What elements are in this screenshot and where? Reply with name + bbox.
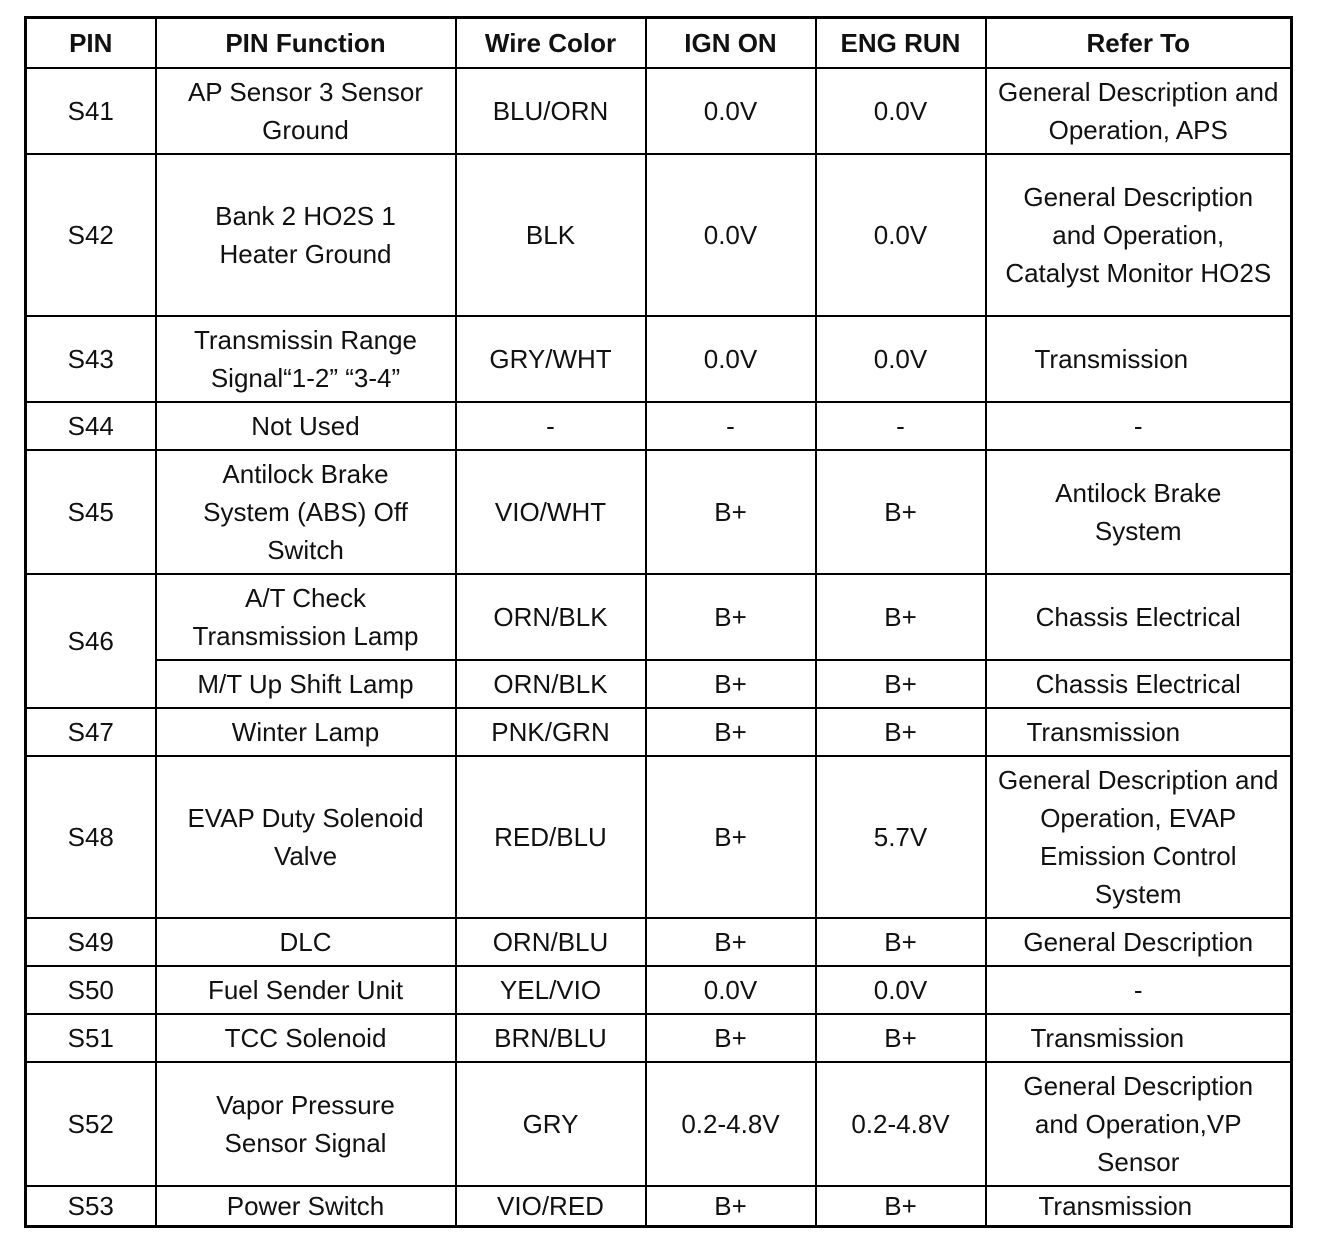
cell-wire: GRY — [456, 1062, 646, 1186]
cell-refer: Antilock Brake System — [986, 450, 1292, 574]
cell-refer: General Description and Operation, EVAP Emission Control System — [986, 756, 1292, 918]
cell-pin: S46 — [26, 574, 156, 708]
table-row — [26, 708, 1292, 756]
cell-function: Winter Lamp — [156, 708, 456, 756]
cell-pin: S48 — [26, 756, 156, 918]
cell-eng: - — [816, 402, 986, 450]
cell-wire: RED/BLU — [456, 756, 646, 918]
header-pin: PIN — [26, 18, 156, 69]
cell-wire: VIO/RED — [456, 1186, 646, 1227]
cell-eng: B+ — [816, 450, 986, 574]
cell-ign: 0.2-4.8V — [646, 1062, 816, 1186]
cell-function: Power Switch — [156, 1186, 456, 1227]
cell-function: Bank 2 HO2S 1 Heater Ground — [156, 154, 456, 316]
cell-wire: BLU/ORN — [456, 68, 646, 154]
cell-pin: S42 — [26, 154, 156, 316]
table-row — [26, 756, 1292, 918]
cell-function: Vapor Pressure Sensor Signal — [156, 1062, 456, 1186]
cell-eng: 0.0V — [816, 154, 986, 316]
cell-eng: 0.0V — [816, 68, 986, 154]
cell-function: Not Used — [156, 402, 456, 450]
cell-ign: 0.0V — [646, 966, 816, 1014]
cell-eng: B+ — [816, 918, 986, 966]
table-row — [26, 574, 1292, 660]
table-row — [26, 450, 1292, 574]
table-row — [26, 918, 1292, 966]
cell-ign: B+ — [646, 574, 816, 660]
cell-refer: General Description and Operation, APS — [986, 68, 1292, 154]
cell-function: Transmissin Range Signal“1-2” “3-4” — [156, 316, 456, 402]
cell-eng: 0.0V — [816, 316, 986, 402]
cell-eng: B+ — [816, 574, 986, 660]
header-eng-run: ENG RUN — [816, 18, 986, 69]
cell-function: TCC Solenoid — [156, 1014, 456, 1062]
table-row — [26, 1186, 1292, 1227]
header-pin-function: PIN Function — [156, 18, 456, 69]
cell-wire: ORN/BLU — [456, 918, 646, 966]
cell-eng: B+ — [816, 1014, 986, 1062]
cell-pin: S45 — [26, 450, 156, 574]
cell-pin: S52 — [26, 1062, 156, 1186]
cell-pin: S51 — [26, 1014, 156, 1062]
cell-ign: 0.0V — [646, 68, 816, 154]
cell-wire: BRN/BLU — [456, 1014, 646, 1062]
cell-wire: PNK/GRN — [456, 708, 646, 756]
cell-function: A/T Check Transmission Lamp — [156, 574, 456, 660]
cell-ign: 0.0V — [646, 154, 816, 316]
cell-ign: B+ — [646, 756, 816, 918]
cell-wire: YEL/VIO — [456, 966, 646, 1014]
cell-wire: - — [456, 402, 646, 450]
cell-refer: Transmission — [986, 1014, 1292, 1062]
table-row — [26, 966, 1292, 1014]
cell-eng: B+ — [816, 660, 986, 708]
cell-eng: B+ — [816, 708, 986, 756]
cell-pin: S44 — [26, 402, 156, 450]
cell-wire: BLK — [456, 154, 646, 316]
table-row — [26, 402, 1292, 450]
cell-ign: B+ — [646, 918, 816, 966]
cell-pin: S41 — [26, 68, 156, 154]
cell-refer: Transmission — [986, 708, 1292, 756]
cell-function: Antilock Brake System (ABS) Off Switch — [156, 450, 456, 574]
cell-ign: B+ — [646, 1014, 816, 1062]
cell-ign: - — [646, 402, 816, 450]
cell-eng: B+ — [816, 1186, 986, 1227]
header-wire-color: Wire Color — [456, 18, 646, 69]
table-row — [26, 316, 1292, 402]
cell-wire: ORN/BLK — [456, 660, 646, 708]
cell-refer: - — [986, 966, 1292, 1014]
table-row — [26, 1062, 1292, 1186]
cell-refer: Transmission — [986, 316, 1292, 402]
cell-pin: S50 — [26, 966, 156, 1014]
cell-wire: VIO/WHT — [456, 450, 646, 574]
cell-ign: B+ — [646, 1186, 816, 1227]
cell-pin: S43 — [26, 316, 156, 402]
cell-ign: B+ — [646, 708, 816, 756]
cell-wire: ORN/BLK — [456, 574, 646, 660]
cell-wire: GRY/WHT — [456, 316, 646, 402]
cell-function: AP Sensor 3 Sensor Ground — [156, 68, 456, 154]
table-row — [26, 154, 1292, 316]
cell-refer: Chassis Electrical — [986, 574, 1292, 660]
cell-function: EVAP Duty Solenoid Valve — [156, 756, 456, 918]
cell-eng: 5.7V — [816, 756, 986, 918]
cell-pin: S49 — [26, 918, 156, 966]
cell-ign: B+ — [646, 450, 816, 574]
cell-refer: Chassis Electrical — [986, 660, 1292, 708]
cell-refer: Transmission — [986, 1186, 1292, 1227]
cell-refer: General Description and Operation, Catalyst Monitor HO2S — [986, 154, 1292, 316]
cell-ign: B+ — [646, 660, 816, 708]
cell-function: M/T Up Shift Lamp — [156, 660, 456, 708]
cell-refer: General Description — [986, 918, 1292, 966]
cell-eng: 0.0V — [816, 966, 986, 1014]
header-row — [26, 18, 1292, 69]
cell-ign: 0.0V — [646, 316, 816, 402]
cell-pin: S47 — [26, 708, 156, 756]
table-row — [26, 68, 1292, 154]
table-row — [26, 1014, 1292, 1062]
header-refer-to: Refer To — [986, 18, 1292, 69]
cell-pin: S53 — [26, 1186, 156, 1227]
cell-function: DLC — [156, 918, 456, 966]
cell-refer: - — [986, 402, 1292, 450]
pin-table — [24, 16, 1293, 1228]
header-ign-on: IGN ON — [646, 18, 816, 69]
cell-function: Fuel Sender Unit — [156, 966, 456, 1014]
table-row — [26, 660, 1292, 708]
cell-refer: General Description and Operation,VP Sensor — [986, 1062, 1292, 1186]
cell-eng: 0.2-4.8V — [816, 1062, 986, 1186]
